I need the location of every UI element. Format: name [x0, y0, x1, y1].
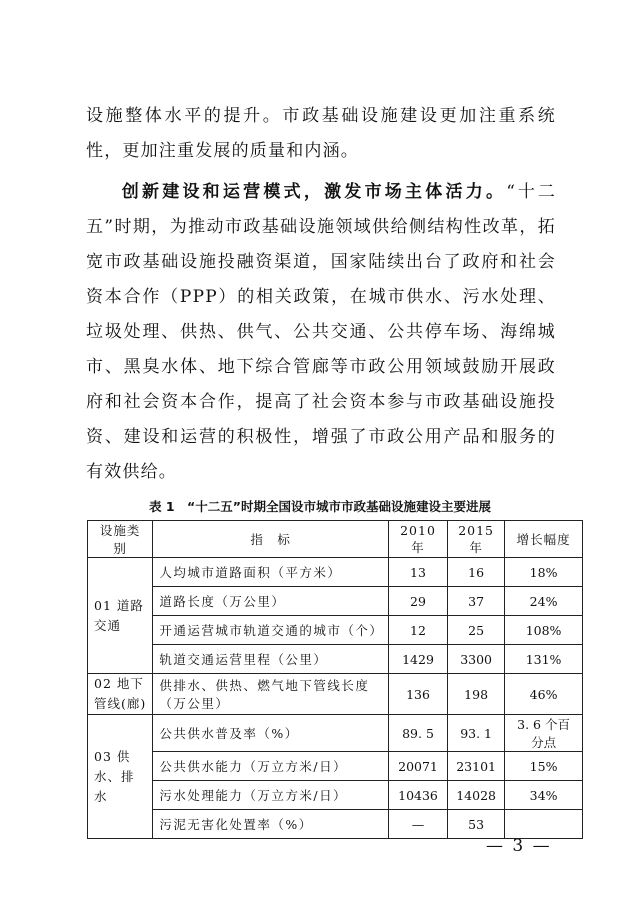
category-cell: 01 道路交通 — [88, 558, 153, 674]
indicator-cell: 供排水、供热、燃气地下管线长度（万公里） — [153, 674, 389, 715]
indicator-cell: 公共供水普及率（%） — [153, 715, 389, 752]
value-2015-cell: 25 — [448, 616, 505, 645]
indicator-cell: 道路长度（万公里） — [153, 587, 389, 616]
table-row — [88, 616, 583, 645]
value-2015-cell: 14028 — [448, 781, 505, 810]
indicator-cell: 污水处理能力（万立方米/日） — [153, 781, 389, 810]
indicator-cell: 人均城市道路面积（平方米） — [153, 558, 389, 587]
paragraph-2-body: “十二五”时期，为推动市政基础设施领域供给侧结构性改革，拓宽市政基础设施投融资渠道，国家陆续出台了政府和社会资本合作（PPP）的相关政策，在城市供水、污水处理、垃圾处理、供热、供气、公共交通、公共停车场、海绵城市、黑臭水体、地下综合管廊等市政公用领域鼓励开展政府和社会资本合作，提高了社会资本参与市政基础设施投资、建设和运营的积极性，增强了市政公用产品和服务的有效供给。 — [86, 182, 556, 482]
table-row — [88, 558, 583, 587]
table-row — [88, 810, 583, 839]
value-2010-cell: 29 — [388, 587, 447, 616]
value-2015-cell: 93. 1 — [448, 715, 505, 752]
value-2010-cell: — — [388, 810, 447, 839]
growth-cell: 15% — [505, 752, 583, 781]
table-row — [88, 674, 583, 715]
table-row — [88, 587, 583, 616]
indicator-cell: 污泥无害化处置率（%） — [153, 810, 389, 839]
value-2010-cell: 136 — [388, 674, 447, 715]
paragraph-2-lead: 创新建设和运营模式，激发市场主体活力。 — [120, 182, 507, 202]
growth-cell: 18% — [505, 558, 583, 587]
header-growth: 增长幅度 — [505, 521, 583, 558]
header-2010: 2010 年 — [388, 521, 447, 558]
table-caption: 表 1 “十二五”时期全国设市城市市政基础设施建设主要进展 — [149, 499, 491, 514]
table-row — [88, 645, 583, 674]
table-row — [88, 781, 583, 810]
value-2015-cell: 53 — [448, 810, 505, 839]
value-2015-cell: 23101 — [448, 752, 505, 781]
growth-cell: 24% — [505, 587, 583, 616]
value-2010-cell: 20071 — [388, 752, 447, 781]
category-cell: 03 供水、排水 — [88, 715, 153, 839]
progress-table — [87, 520, 583, 839]
value-2015-cell: 16 — [448, 558, 505, 587]
paragraph-1: 设施整体水平的提升。市政基础设施建设更加注重系统性，更加注重发展的质量和内涵。 — [86, 106, 556, 161]
growth-cell: 131% — [505, 645, 583, 674]
growth-cell: 3. 6 个百分点 — [505, 715, 583, 752]
value-2015-cell: 37 — [448, 587, 505, 616]
category-cell: 02 地下管线(廊) — [88, 674, 153, 715]
indicator-cell: 公共供水能力（万立方米/日） — [153, 752, 389, 781]
growth-cell: 34% — [505, 781, 583, 810]
table-header-row — [88, 521, 583, 558]
paragraph-2 — [86, 175, 556, 490]
value-2010-cell: 10436 — [388, 781, 447, 810]
table-row — [88, 715, 583, 752]
value-2010-cell: 13 — [388, 558, 447, 587]
indicator-cell: 轨道交通运营里程（公里） — [153, 645, 389, 674]
indicator-cell: 开通运营城市轨道交通的城市（个） — [153, 616, 389, 645]
value-2015-cell: 198 — [448, 674, 505, 715]
value-2010-cell: 89. 5 — [388, 715, 447, 752]
growth-cell — [505, 810, 583, 839]
header-indicator: 指 标 — [153, 521, 389, 558]
value-2010-cell: 12 — [388, 616, 447, 645]
table-row — [88, 752, 583, 781]
header-category: 设施类别 — [88, 521, 153, 558]
growth-cell: 46% — [505, 674, 583, 715]
value-2010-cell: 1429 — [388, 645, 447, 674]
page-number: — 3 — — [486, 836, 552, 856]
header-2015: 2015 年 — [448, 521, 505, 558]
growth-cell: 108% — [505, 616, 583, 645]
value-2015-cell: 3300 — [448, 645, 505, 674]
